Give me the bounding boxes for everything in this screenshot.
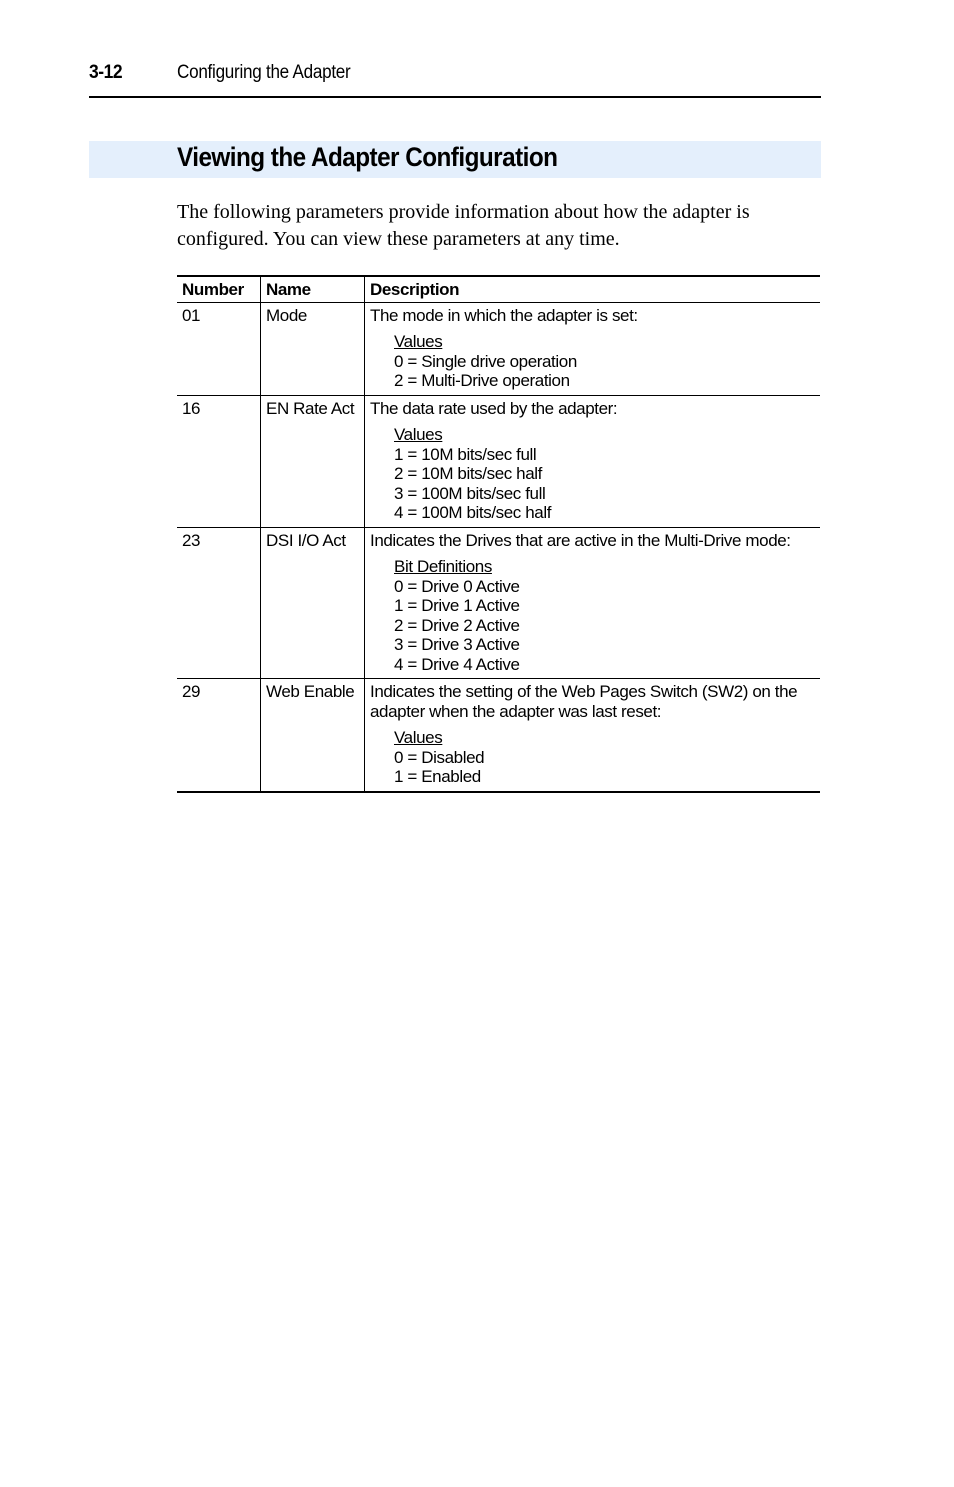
chapter-title: Configuring the Adapter	[177, 62, 351, 83]
values-heading: Values	[394, 728, 443, 747]
value-item: 2 = Drive 2 Active	[394, 615, 520, 635]
values-list	[394, 332, 816, 391]
value-item: 0 = Single drive operation	[394, 351, 577, 371]
value-item: 2 = Multi-Drive operation	[394, 371, 570, 390]
param-number: 23	[182, 530, 201, 550]
value-item: 1 = Enabled	[394, 767, 481, 786]
values-heading: Values	[394, 425, 443, 444]
intro-paragraph: The following parameters provide information about how the adapter is configured. You can view these parameters at any time.	[177, 201, 750, 250]
column-header-number: Number	[182, 280, 244, 299]
column-header-description: Description	[365, 276, 821, 302]
value-item: 3 = 100M bits/sec full	[394, 483, 546, 503]
table-row	[177, 395, 820, 527]
param-description-cell	[365, 679, 821, 792]
values-list	[394, 425, 816, 523]
values-heading: Bit Definitions	[394, 557, 492, 576]
param-description-cell	[365, 395, 821, 527]
values-list	[394, 557, 816, 674]
param-description: Indicates the Drives that are active in the Multi-Drive mode:	[370, 530, 791, 550]
table-header-row	[177, 276, 820, 302]
value-item: 4 = Drive 4 Active	[394, 654, 520, 674]
param-number: 16	[182, 398, 201, 418]
value-item: 1 = Drive 1 Active	[394, 596, 520, 615]
value-item: 1 = 10M bits/sec full	[394, 444, 537, 464]
page-number: 3-12	[89, 62, 123, 83]
param-name: Web Enable	[261, 679, 365, 792]
page-header	[89, 60, 821, 98]
value-item: 0 = Disabled	[394, 747, 485, 767]
table-row	[177, 679, 820, 792]
value-item: 2 = 10M bits/sec half	[394, 464, 542, 483]
param-number: 01	[182, 305, 201, 325]
table-row	[177, 527, 820, 679]
section-title: Viewing the Adapter Configuration	[177, 142, 558, 172]
value-item: 0 = Drive 0 Active	[394, 576, 520, 596]
param-number: 29	[182, 682, 201, 701]
parameter-table	[177, 275, 820, 793]
param-description-cell	[365, 302, 821, 395]
param-name: DSI I/O Act	[261, 527, 365, 679]
values-list	[394, 728, 816, 787]
value-item: 3 = Drive 3 Active	[394, 635, 520, 654]
param-description-cell	[365, 527, 821, 679]
table-row	[177, 302, 820, 395]
param-description: Indicates the setting of the Web Pages Switch (SW2) on the adapter when the adapter was last reset:	[370, 682, 798, 721]
value-item: 4 = 100M bits/sec half	[394, 503, 552, 522]
column-header-name: Name	[261, 276, 365, 302]
param-name: EN Rate Act	[261, 395, 365, 527]
values-heading: Values	[394, 332, 443, 351]
param-name: Mode	[261, 302, 365, 395]
param-description: The mode in which the adapter is set:	[370, 305, 638, 325]
section-heading-band	[89, 141, 821, 178]
param-description: The data rate used by the adapter:	[370, 398, 618, 418]
